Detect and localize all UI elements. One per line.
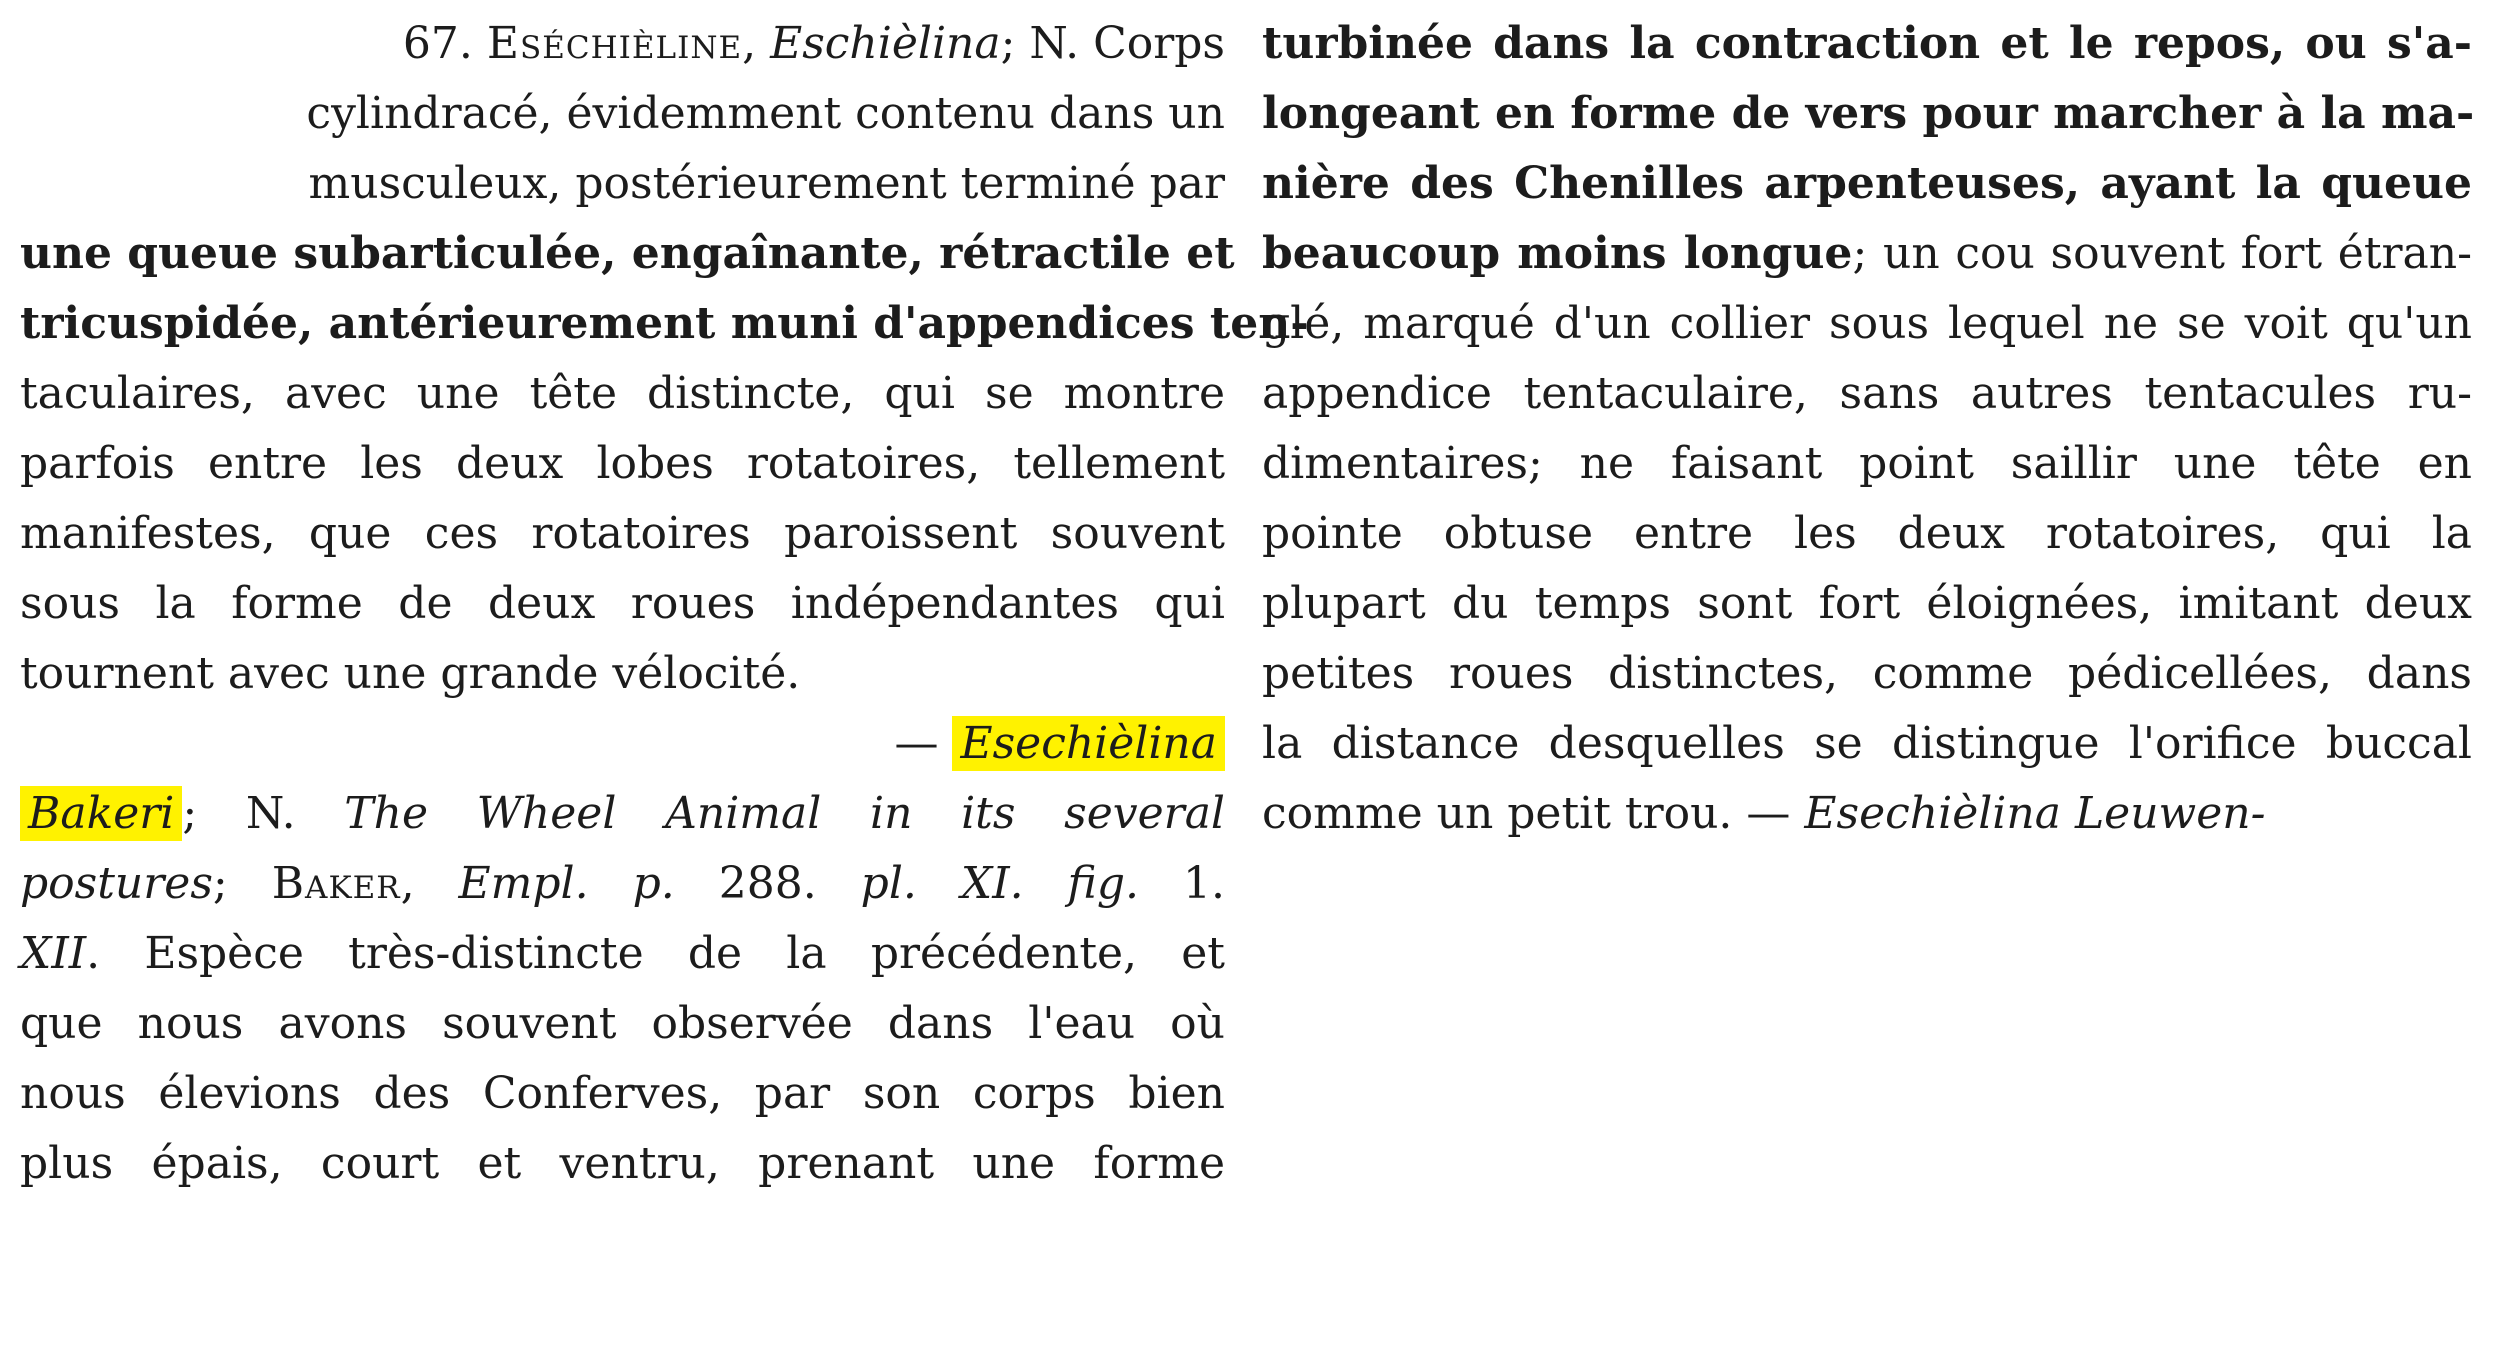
text-line bbox=[20, 924, 1225, 984]
text-line bbox=[20, 1064, 1225, 1124]
text-segment: turbinée dans la contraction et le repos, ou s'a- bbox=[1262, 18, 2472, 69]
text-segment: sous la forme de deux roues indépendantes qui bbox=[20, 578, 1225, 629]
text-line bbox=[20, 714, 1225, 774]
text-segment: XII bbox=[20, 928, 87, 979]
text-line bbox=[20, 294, 1309, 354]
text-segment: The Wheel Animal in its several bbox=[344, 788, 1225, 839]
text-segment: manifestes, que ces rotatoires paroissent souvent bbox=[20, 508, 1225, 559]
text-segment: tournent avec une grande vélocité. bbox=[20, 648, 801, 699]
text-segment: Empl. p. bbox=[458, 858, 675, 909]
text-segment: une queue subarticulée, engaînante, rétractile et bbox=[20, 228, 1235, 279]
text-segment: , bbox=[400, 858, 459, 909]
text-segment: pl. XI. fig. bbox=[860, 858, 1140, 909]
text-line bbox=[20, 994, 1225, 1054]
text-segment: Esechièlina Leuwen- bbox=[1804, 788, 2266, 839]
text-segment: beaucoup moins longue bbox=[1262, 228, 1853, 279]
text-segment: plus épais, court et ventru, prenant une forme bbox=[20, 1138, 1225, 1189]
text-line bbox=[20, 1134, 1225, 1194]
text-line bbox=[20, 84, 1225, 144]
text-segment: tricuspidée, antérieurement muni d'appendices ten- bbox=[20, 298, 1309, 349]
text-line bbox=[20, 364, 1225, 424]
text-line bbox=[20, 784, 1225, 844]
text-segment: 288. bbox=[674, 858, 861, 909]
text-line bbox=[1262, 504, 2472, 564]
text-segment: postures bbox=[20, 858, 213, 909]
text-segment: pointe obtuse entre les deux rotatoires, qui la bbox=[1262, 508, 2472, 559]
text-segment: , bbox=[742, 18, 771, 69]
text-segment: parfois entre les deux lobes rotatoires, tellement bbox=[20, 438, 1225, 489]
text-segment: musculeux, postérieurement terminé par bbox=[308, 158, 1225, 209]
text-line bbox=[20, 434, 1225, 494]
text-segment: taculaires, avec une tête distincte, qui se montre bbox=[20, 368, 1225, 419]
text-segment: ; bbox=[212, 858, 272, 909]
highlighted-term: Bakeri bbox=[20, 786, 182, 841]
text-segment: ; N. Corps bbox=[1000, 18, 1225, 69]
text-segment: nous élevions des Conferves, par son corps bien bbox=[20, 1068, 1225, 1119]
text-line bbox=[20, 504, 1225, 564]
text-line bbox=[1262, 714, 2472, 774]
text-line bbox=[1262, 784, 2472, 844]
text-segment: 1. bbox=[1139, 858, 1225, 909]
text-line bbox=[20, 644, 1225, 704]
text-segment: glé, marqué d'un collier sous lequel ne se voit qu'un bbox=[1262, 298, 2472, 349]
text-line bbox=[1262, 434, 2472, 494]
text-segment: 67. bbox=[402, 18, 487, 69]
text-segment: ; N. bbox=[182, 788, 345, 839]
text-line bbox=[20, 154, 1225, 214]
text-line bbox=[1262, 364, 2472, 424]
text-line bbox=[20, 224, 1235, 284]
text-segment: que nous avons souvent observée dans l'eau où bbox=[20, 998, 1225, 1049]
text-line bbox=[1262, 14, 2472, 74]
text-segment: cylindracé, évidemment contenu dans un bbox=[306, 88, 1225, 139]
text-segment: Eséchièline bbox=[486, 18, 743, 69]
text-segment: petites roues distinctes, comme pédicellées, dans bbox=[1262, 648, 2472, 699]
text-segment: plupart du temps sont fort éloignées, imitant deux bbox=[1262, 578, 2472, 629]
text-segment: Baker bbox=[271, 858, 401, 909]
text-line bbox=[20, 854, 1225, 914]
text-line bbox=[20, 574, 1225, 634]
text-line bbox=[1262, 294, 2472, 354]
text-line bbox=[1262, 644, 2472, 704]
text-line bbox=[1262, 574, 2472, 634]
text-segment: nière des Chenilles arpenteuses, ayant la queue bbox=[1262, 158, 2472, 209]
text-line bbox=[20, 14, 1225, 74]
text-segment: longeant en forme de vers pour marcher à la ma- bbox=[1262, 88, 2475, 139]
text-segment: dimentaires; ne faisant point saillir une tête en bbox=[1262, 438, 2472, 489]
text-line bbox=[1262, 154, 2472, 214]
text-segment: Eschièlina bbox=[770, 18, 1001, 69]
text-segment: appendice tentaculaire, sans autres tentacules ru- bbox=[1262, 368, 2472, 419]
text-line bbox=[1262, 84, 2475, 144]
text-segment: — bbox=[894, 718, 953, 769]
text-segment: . Espèce très-distincte de la précédente, et bbox=[86, 928, 1225, 979]
text-line bbox=[1262, 224, 2472, 284]
highlighted-term: Esechièlina bbox=[952, 716, 1225, 771]
text-segment: ; un cou souvent fort étran- bbox=[1852, 228, 2472, 279]
text-segment: la distance desquelles se distingue l'orifice buccal bbox=[1262, 718, 2472, 769]
text-segment: comme un petit trou. — bbox=[1262, 788, 1805, 839]
